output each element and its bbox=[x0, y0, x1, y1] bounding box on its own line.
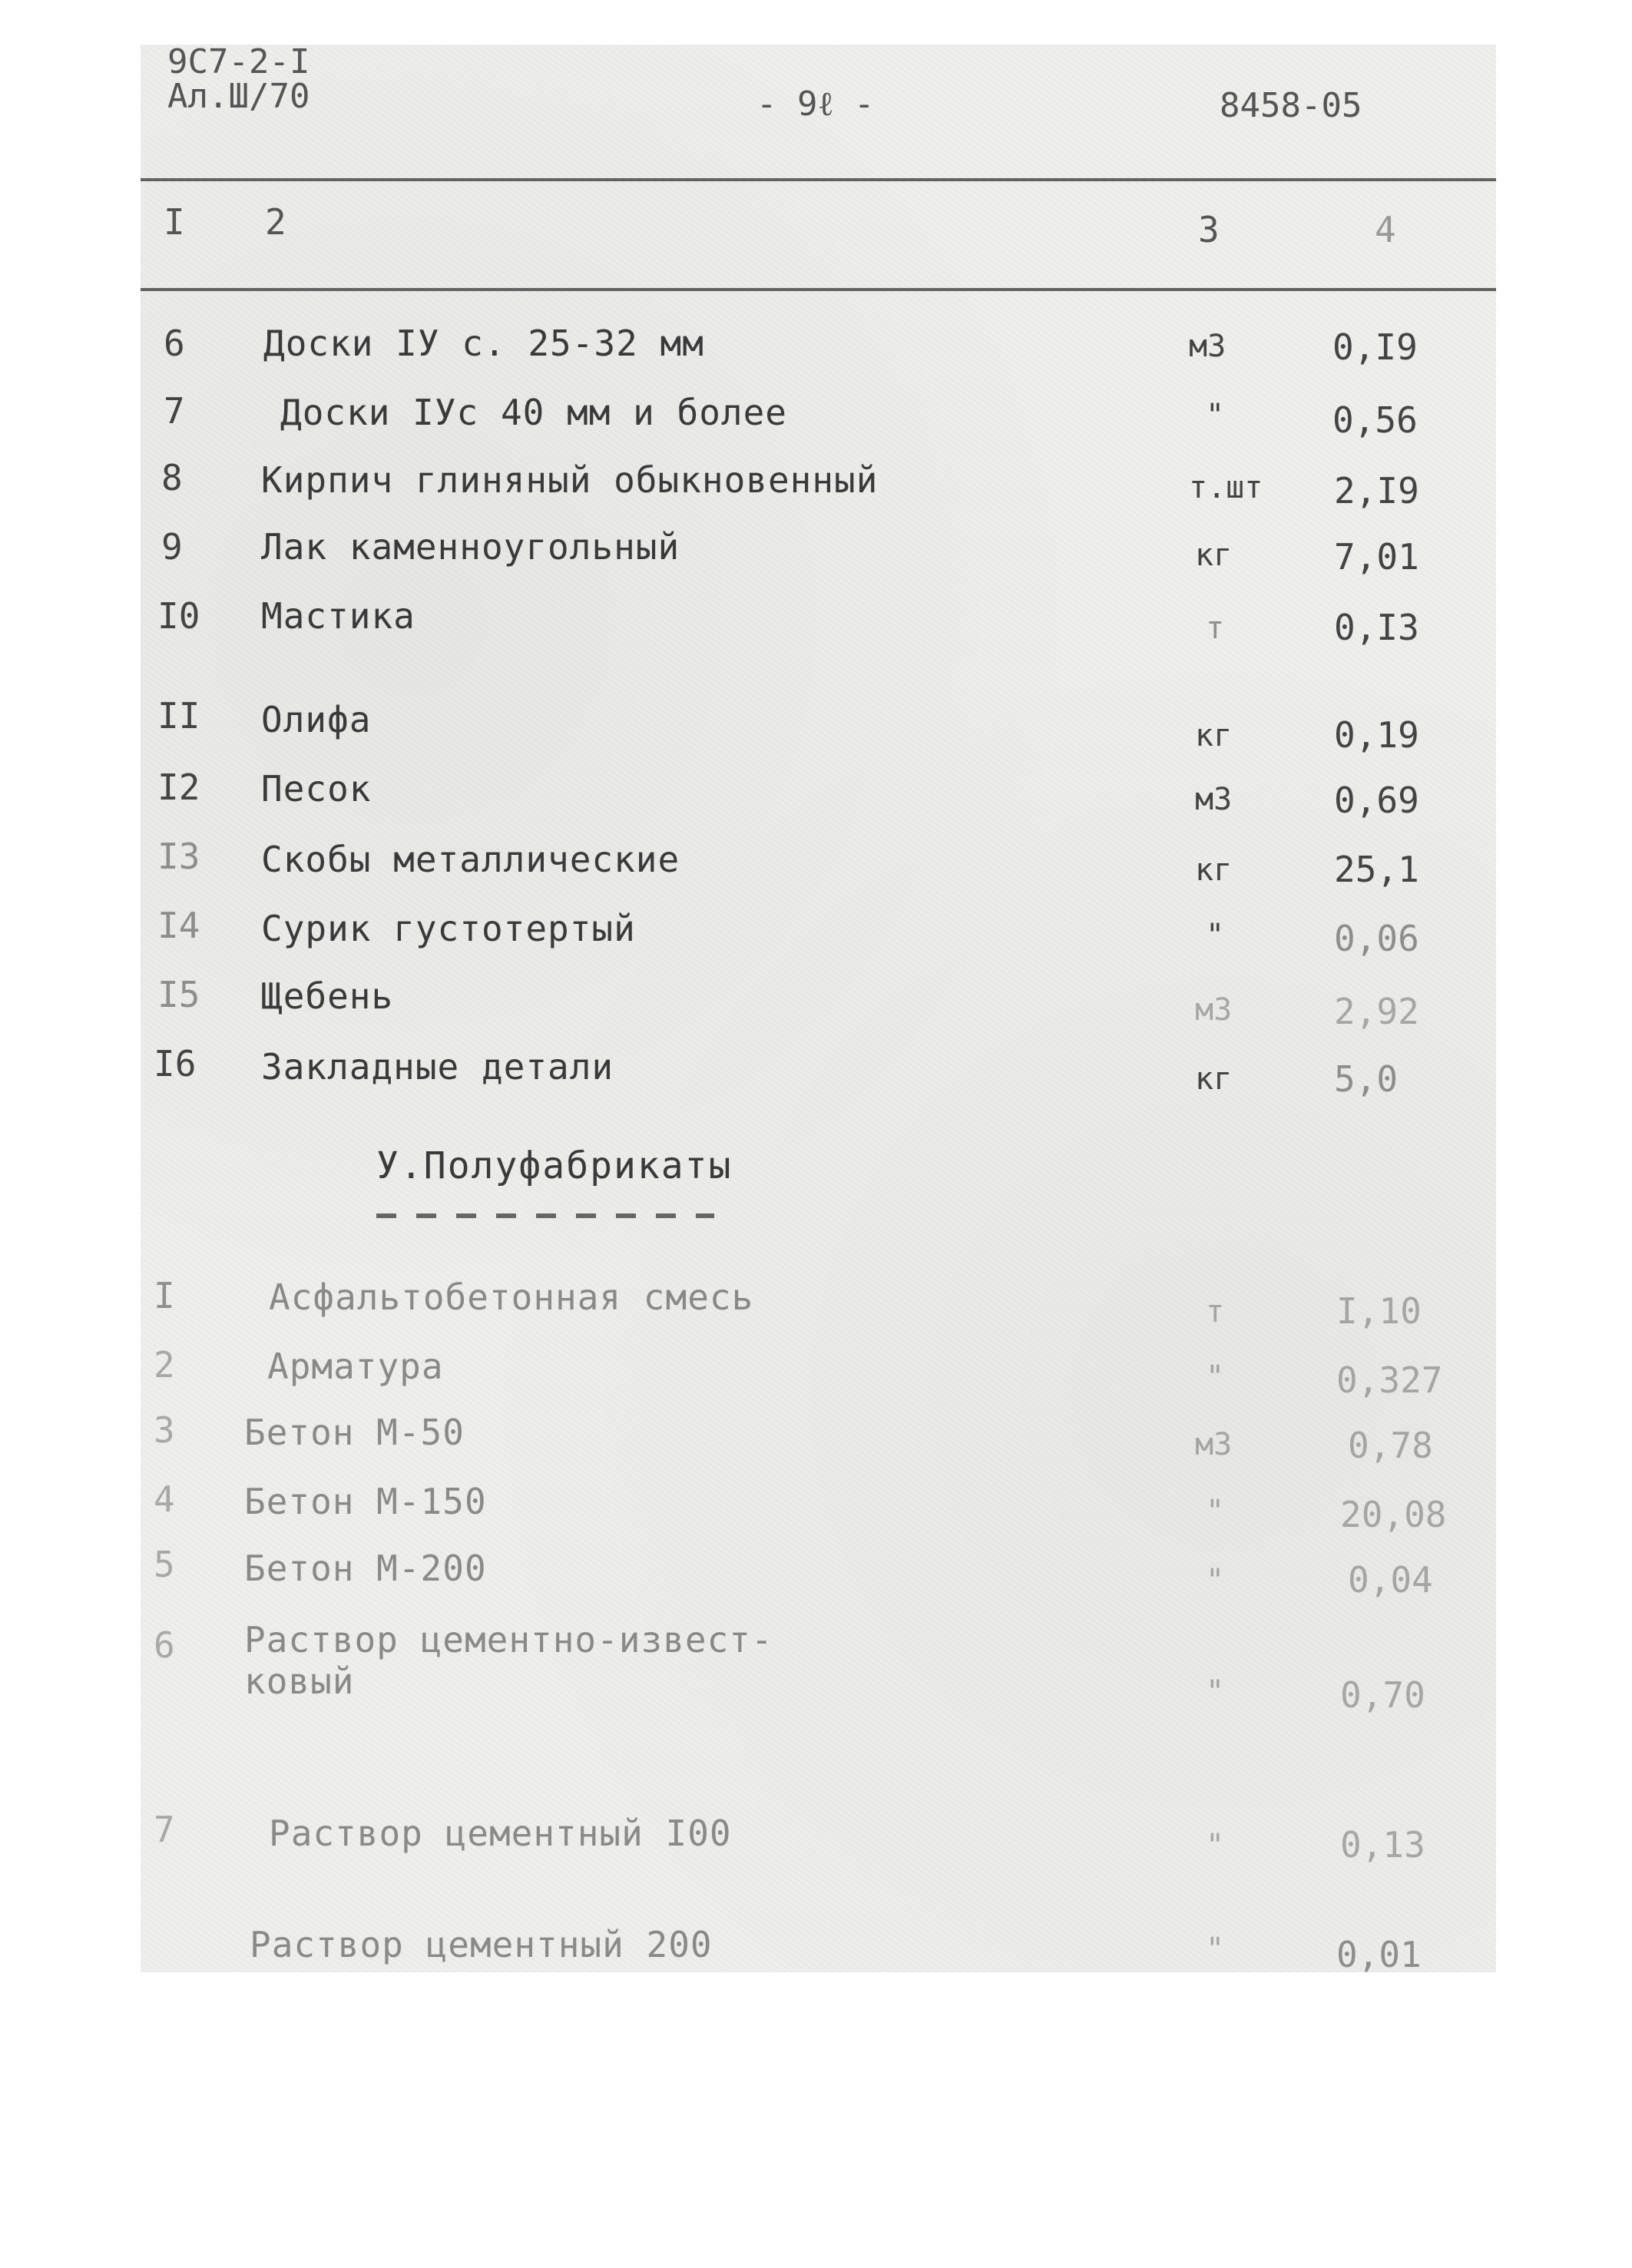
document-number: 8458-05 bbox=[1220, 86, 1362, 125]
section-title-underline bbox=[376, 1213, 714, 1218]
table-top-rule bbox=[141, 178, 1496, 181]
section-title: У.Полуфабрикаты bbox=[376, 1144, 733, 1187]
page-number: - 9ℓ - bbox=[756, 84, 875, 124]
column-1-header: I bbox=[164, 201, 185, 243]
column-4-header: 4 bbox=[1375, 209, 1396, 250]
series-code: 9С7-2-I bbox=[167, 42, 310, 81]
table-header-rule bbox=[141, 288, 1496, 291]
album-code: Ал.Ш/70 bbox=[167, 77, 310, 116]
column-3-header: 3 bbox=[1198, 209, 1220, 250]
column-2-header: 2 bbox=[265, 201, 286, 243]
